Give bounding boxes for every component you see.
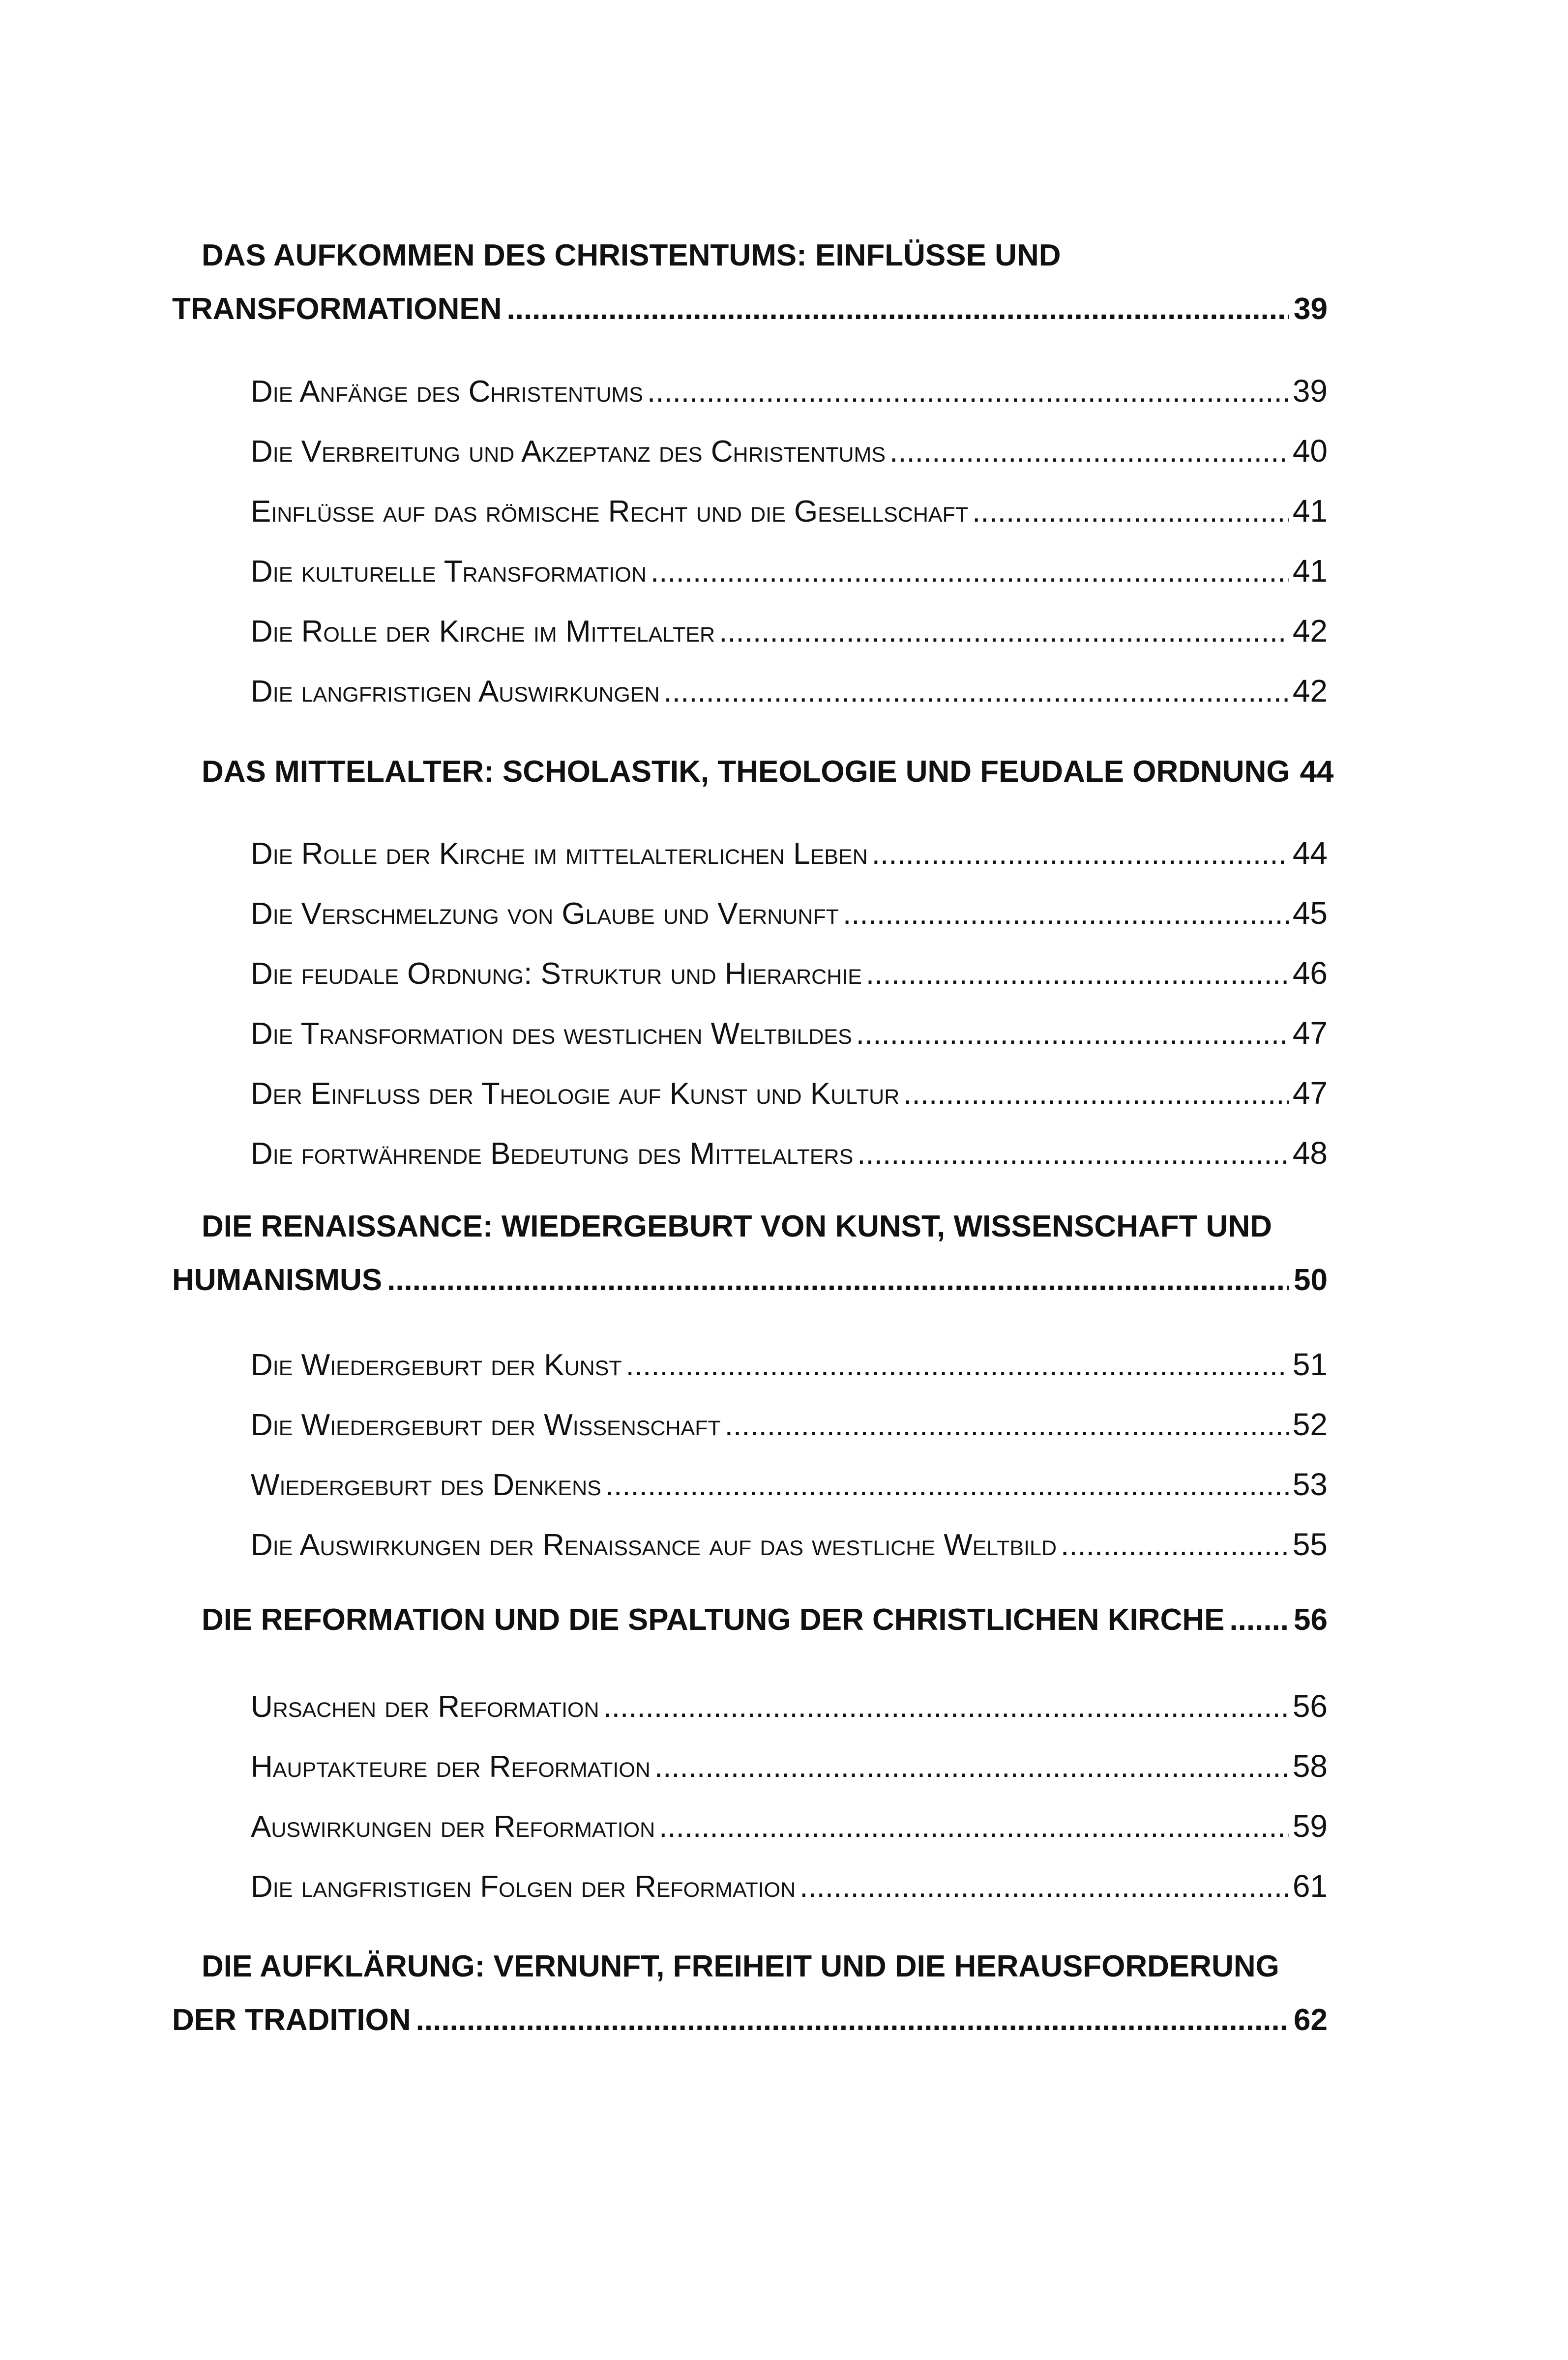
- toc-section[interactable]: [251, 1133, 1328, 1174]
- section-title: Die Anfänge des Christentums: [251, 375, 643, 409]
- toc-section[interactable]: [251, 953, 1328, 994]
- dot-leader: [889, 432, 1289, 472]
- toc-section[interactable]: [251, 1686, 1328, 1727]
- dot-leader: [651, 552, 1289, 591]
- toc-section[interactable]: [251, 833, 1328, 874]
- toc-chapter-4[interactable]: [172, 1593, 1328, 1647]
- section-title: Die Auswirkungen der Renaissance auf das westliche Weltbild: [251, 1528, 1057, 1562]
- dot-leader: [857, 1134, 1289, 1174]
- dot-leader: [659, 1807, 1289, 1847]
- dot-leader: [1229, 1593, 1289, 1647]
- section-page-number: 42: [1292, 673, 1328, 708]
- section-title: Die langfristigen Folgen der Reformation: [251, 1870, 796, 1904]
- chapter-entry-row: [172, 1593, 1328, 1647]
- section-title: Ursachen der Reformation: [251, 1690, 599, 1724]
- section-title: Die feudale Ordnung: Struktur und Hierarchie: [251, 957, 862, 991]
- toc-section[interactable]: [251, 551, 1328, 591]
- section-title: Die Verschmelzung von Glaube und Vernunft: [251, 897, 839, 931]
- dot-leader: [872, 834, 1289, 874]
- section-title: Wiedergeburt des Denkens: [251, 1468, 601, 1502]
- section-page-number: 46: [1292, 955, 1328, 991]
- chapter-page-number: 56: [1294, 1603, 1328, 1637]
- section-page-number: 53: [1292, 1467, 1328, 1502]
- chapter-page-number: 39: [1294, 292, 1328, 326]
- section-page-number: 45: [1292, 895, 1328, 931]
- dot-leader: [416, 1993, 1289, 2047]
- dot-leader: [843, 894, 1289, 934]
- section-title: Die Wiedergeburt der Kunst: [251, 1348, 622, 1382]
- section-page-number: 47: [1292, 1015, 1328, 1051]
- dot-leader: [387, 1253, 1289, 1307]
- section-page-number: 59: [1292, 1808, 1328, 1844]
- dot-leader: [725, 1406, 1289, 1445]
- chapter-entry-row: [172, 282, 1328, 336]
- dot-leader: [856, 1014, 1289, 1054]
- toc-section[interactable]: [251, 1746, 1328, 1787]
- section-page-number: 41: [1292, 553, 1328, 589]
- dot-leader: [664, 672, 1289, 711]
- section-title: Die Rolle der Kirche im Mittelalter: [251, 615, 715, 649]
- section-title: Die Rolle der Kirche im mittelalterlichen Leben: [251, 837, 868, 871]
- chapter-title-line-2: DER TRADITION: [172, 2003, 411, 2037]
- section-title: Die Verbreitung und Akzeptanz des Christentums: [251, 435, 886, 469]
- toc-section[interactable]: [251, 431, 1328, 472]
- section-title: Die kulturelle Transformation: [251, 555, 647, 589]
- section-page-number: 44: [1292, 835, 1328, 871]
- dot-leader: [866, 954, 1289, 994]
- section-page-number: 40: [1292, 433, 1328, 469]
- section-page-number: 58: [1292, 1748, 1328, 1784]
- toc-chapter-2[interactable]: [172, 745, 1334, 798]
- section-title: Die Transformation des westlichen Weltbildes: [251, 1017, 852, 1051]
- toc-chapter-3[interactable]: [172, 1200, 1328, 1307]
- toc-section[interactable]: [251, 491, 1328, 531]
- toc-section[interactable]: [251, 671, 1328, 711]
- chapter-entry-row: [172, 1253, 1328, 1307]
- toc-chapter-1[interactable]: [172, 229, 1328, 336]
- chapter-title-line-1: DAS AUFKOMMEN DES CHRISTENTUMS: EINFLÜSSE UND: [202, 238, 1061, 272]
- chapter-title-line-1: DIE RENAISSANCE: WIEDERGEBURT VON KUNST, WISSENSCHAFT UND: [202, 1210, 1272, 1243]
- toc-section[interactable]: [251, 1345, 1328, 1385]
- dot-leader: [506, 282, 1289, 336]
- section-page-number: 55: [1292, 1527, 1328, 1562]
- dot-leader: [1061, 1526, 1289, 1565]
- chapter-title-line-1: DAS MITTELALTER: SCHOLASTIK, THEOLOGIE UND FEUDALE ORDNUNG: [202, 755, 1290, 789]
- toc-chapter-5[interactable]: [172, 1940, 1328, 2047]
- chapter-page-number: 44: [1300, 755, 1334, 789]
- dot-leader: [799, 1867, 1289, 1907]
- toc-section[interactable]: [251, 1405, 1328, 1445]
- dot-leader: [903, 1074, 1289, 1114]
- section-title: Die fortwährende Bedeutung des Mittelalters: [251, 1137, 854, 1171]
- chapter-entry-row: [172, 1993, 1328, 2047]
- toc-section[interactable]: [251, 1013, 1328, 1054]
- section-title: Einflüsse auf das römische Recht und die Gesellschaft: [251, 495, 969, 529]
- chapter-title-line-1: DIE AUFKLÄRUNG: VERNUNFT, FREIHEIT UND DIE HERAUSFORDERUNG: [202, 1949, 1279, 1983]
- section-page-number: 47: [1292, 1075, 1328, 1111]
- section-title: Die langfristigen Auswirkungen: [251, 675, 660, 708]
- section-page-number: 61: [1292, 1868, 1328, 1904]
- dot-leader: [719, 612, 1289, 651]
- toc-section[interactable]: [251, 1073, 1328, 1114]
- chapter-page-number: 50: [1294, 1263, 1328, 1297]
- dot-leader: [626, 1346, 1289, 1385]
- chapter-title-line-2: HUMANISMUS: [172, 1263, 383, 1297]
- dot-leader: [647, 372, 1289, 412]
- section-title: Der Einfluss der Theologie auf Kunst und Kultur: [251, 1077, 900, 1111]
- section-page-number: 51: [1292, 1347, 1328, 1382]
- section-title: Die Wiedergeburt der Wissenschaft: [251, 1408, 721, 1442]
- chapter-entry-row: [172, 745, 1334, 798]
- toc-section[interactable]: [251, 371, 1328, 412]
- dot-leader: [603, 1687, 1289, 1727]
- section-page-number: 39: [1292, 373, 1328, 409]
- toc-section[interactable]: [251, 1806, 1328, 1847]
- dot-leader: [654, 1747, 1289, 1787]
- toc-section[interactable]: [251, 1525, 1328, 1565]
- toc-section[interactable]: [251, 893, 1328, 934]
- chapter-page-number: 62: [1294, 2003, 1328, 2037]
- dot-leader: [972, 492, 1289, 531]
- section-page-number: 42: [1292, 613, 1328, 649]
- toc-section[interactable]: [251, 1866, 1328, 1907]
- chapter-title-line-2: TRANSFORMATIONEN: [172, 292, 502, 326]
- section-page-number: 52: [1292, 1407, 1328, 1442]
- section-page-number: 48: [1292, 1135, 1328, 1171]
- chapter-title-line-1: DIE REFORMATION UND DIE SPALTUNG DER CHRISTLICHEN KIRCHE: [202, 1603, 1225, 1637]
- toc-section[interactable]: [251, 1465, 1328, 1505]
- toc-section[interactable]: [251, 611, 1328, 651]
- section-page-number: 41: [1292, 493, 1328, 529]
- section-page-number: 56: [1292, 1688, 1328, 1724]
- section-title: Auswirkungen der Reformation: [251, 1810, 655, 1844]
- dot-leader: [605, 1466, 1289, 1505]
- section-title: Hauptakteure der Reformation: [251, 1750, 651, 1784]
